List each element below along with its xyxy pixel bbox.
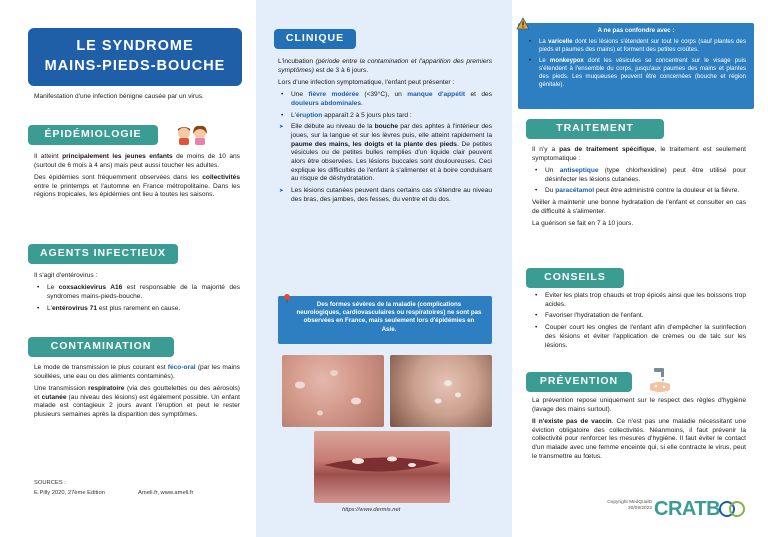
list-item: • Le coxsackievirus A16 est responsable de la majorité des syndromes mains-pieds-bouche.	[34, 284, 240, 301]
list-item: • Eviter les plats trop chauds et trop épicés ainsi que les boissons trop acides.	[532, 292, 746, 309]
epidemiology-header-row	[28, 125, 242, 145]
mouth-lesion-photo	[314, 431, 450, 503]
warning-icon	[516, 17, 530, 31]
logo-text: CRATB	[654, 498, 721, 520]
list-item: • Une fièvre modérée (<39°C), un manque d'appétit et des douleurs abdominales.	[278, 91, 492, 108]
severe-forms-callout	[278, 296, 492, 344]
agents-body	[34, 272, 240, 316]
title-line-2: MAINS-PIEDS-BOUCHE	[44, 58, 226, 74]
symptom-list	[278, 91, 492, 120]
list-item: ➤ Elle débute au niveau de la bouche par des aphtes à l'intérieur des joues, sur la langue et sur les lèvres puis, elle atteint rapidement la paume des mains, les doigts et la plante des pieds. De petites vésicules ou de petites bulles remplies d'un liquide clair peuvent alors être observées. Les lésions buccales sont douloureuses. Ceci explique les difficultés de l'enfant à s'alimenter et à boire conduisant au risque de déshydratation.	[278, 123, 492, 184]
epidemiology-body	[34, 153, 240, 204]
contamination-paragraph-2: Une transmission respiratoire (via des gouttelettes ou des aérosols) et cutanée (au niveau des lésions) est également possible. Un enfant malade est contagieux 2 jours avant l'éruption et peut le rester plusieurs semaines après la disparition des symptômes.	[34, 384, 240, 419]
treatment-heading: TRAITEMENT	[526, 119, 664, 139]
contamination-paragraph-1: Le mode de transmission le plus courant est féco-oral (par les mains souillées, une eau ou des aliments contaminés).	[34, 364, 240, 380]
list-item: • Un antiseptique (type chlorhexidine) peut être utilisé pour désinfecter les lésions cutanées.	[532, 167, 746, 184]
source-ameli: Ameli.fr, www.ameli.fr	[138, 490, 194, 496]
callout-text: Des formes sévères de la maladie (complications neurologiques, cardiovasculaires ou respiratoires) ne sont pas observées en France, mais seulement lors d'épidémies en Asie.	[296, 301, 482, 333]
prevention-paragraph-1: La prévention repose uniquement sur le respect des règles d'hygiène (lavage des mains surtout).	[532, 397, 746, 413]
list-item: • La varicelle dont les lésions s'étendent sur tout le corps (sauf plantes des pieds et paumes des mains) et forment des petites croûtes.	[526, 38, 746, 54]
title-line-1: LE SYNDROME	[76, 38, 194, 55]
date-text: 30/09/2022	[627, 506, 652, 512]
list-item: • Couper court les ongles de l'enfant afin d'empêcher la surinfection des lésions et éviter l'application de crèmes ou de talc sur les lésions.	[532, 324, 746, 350]
title-box	[28, 28, 242, 86]
agents-intro: Il s'agit d'entérovirus :	[34, 272, 98, 279]
sources-label: SOURCES :	[34, 480, 66, 486]
photo-credit: https://www.dermis.net	[342, 507, 401, 513]
agents-list	[34, 284, 240, 313]
prevention-heading: PRÉVENTION	[526, 372, 632, 392]
list-item: • Favoriser l'hydratation de l'enfant.	[532, 312, 746, 321]
middle-panel	[256, 0, 512, 537]
prevention-paragraph-2: Il n'existe pas de vaccin. Ce n'est pas une maladie nécessitant une éviction obligatoire des collectivités. Néanmoins, il faut prévenir la collectivité pour renforcer les mesures d'hygiène. Il faut éviter le contact d'un malade avec une femme enceinte qui, si elle contracte le virus, peut le transmettre au fœtus.	[532, 417, 746, 460]
advice-list	[532, 292, 746, 353]
intro-text: Manifestation d'une infection bénigne causée par un virus.	[34, 93, 204, 100]
clinique-paragraph-2: Lors d'une infection symptomatique, l'enfant peut présenter :	[278, 78, 455, 86]
hand-lesion-photo	[282, 355, 384, 427]
right-panel	[512, 0, 768, 537]
clinique-heading: CLINIQUE	[274, 29, 356, 49]
children-icon	[174, 125, 214, 145]
list-item: ➤ Les lésions cutanées peuvent dans certains cas s'étendre au niveau des bras, des jambes, des fesses, du ventre et du dos.	[278, 187, 492, 204]
foot-lesion-photo	[390, 355, 492, 427]
contamination-heading: CONTAMINATION	[28, 337, 174, 357]
copyright-text: Copyright MedQualD	[607, 500, 652, 505]
differential-list	[526, 38, 746, 89]
differential-title: A ne pas confondre avec :	[597, 27, 675, 34]
copyright-block	[582, 500, 652, 513]
contamination-body	[34, 364, 240, 423]
agents-heading: AGENTS INFECTIEUX	[28, 244, 178, 264]
logo-knot-icon	[718, 497, 746, 521]
list-item: • Du paracétamol peut être administré contre la douleur et la fièvre.	[532, 187, 746, 196]
clinique-paragraph-1: L'incubation (période entre la contamination et l'apparition des premiers symptômes) est de 3 à 6 jours.	[278, 58, 492, 74]
treatment-list	[532, 167, 746, 196]
treatment-body	[532, 146, 746, 232]
treatment-paragraph-1: Il n'y a pas de traitement spécifique, le traitement est seulement symptomatique :	[532, 146, 747, 162]
prevention-body	[532, 397, 746, 465]
pin-icon	[282, 293, 292, 303]
list-item: • L'éruption apparaît 2 à 5 jours plus tard :	[278, 112, 492, 121]
list-item: • L'entérovirus 71 est plus rarement en cause.	[34, 305, 240, 314]
eruption-list	[278, 123, 492, 204]
advice-heading: CONSEILS	[526, 268, 624, 288]
epidemiology-paragraph-2: Des épidémies sont fréquemment observées dans les collectivités entre le printemps et l'automne en France métropolitaine. Dans les régions tropicales, les épidémies ont lieu à toutes les saisons.	[34, 173, 240, 199]
epidemiology-heading: ÉPIDÉMIOLOGIE	[28, 125, 158, 145]
clinique-body	[278, 58, 492, 208]
differential-callout	[518, 23, 754, 109]
treatment-paragraph-2: Veiller à maintenir une bonne hydratation de l'enfant et consulter en cas de difficulté à s'alimenter.	[532, 199, 746, 215]
prevention-header-row	[526, 372, 748, 394]
list-item: • Le monkeypox dont les vésicules se concentrent sur le visage puis s'étendent à l'ensemble du corps, jusqu'aux paumes des mains et plantes des pieds. Les muqueuses peuvent être concernées (bouche et région génitale).	[526, 57, 746, 89]
handwashing-icon	[644, 368, 676, 394]
source-pilly: E.Pilly 2020, 27ème Edition	[34, 490, 105, 496]
left-panel	[0, 0, 256, 537]
logo	[654, 496, 721, 522]
epidemiology-paragraph-1: Il atteint principalement les jeunes enfants de moins de 10 ans (surtout de 6 mois à 4 ans) mais peut aussi toucher les adultes.	[34, 153, 240, 169]
treatment-paragraph-3: La guérison se fait en 7 à 10 jours.	[532, 219, 634, 227]
